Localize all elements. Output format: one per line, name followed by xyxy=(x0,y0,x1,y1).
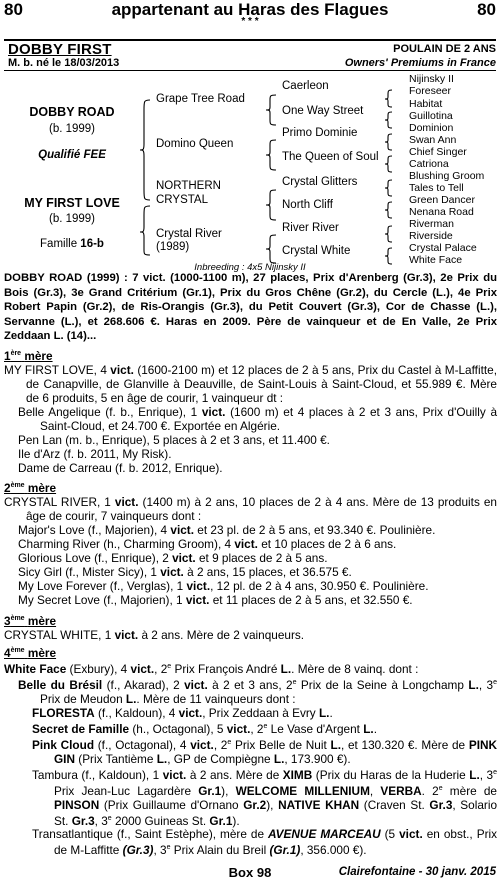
g3-one-way-street: One Way Street xyxy=(282,105,364,117)
family-label: Famille xyxy=(40,238,78,250)
dam-year: (b. 1999) xyxy=(48,213,96,225)
dam-2-produce-6: My Secret Love (f., Majorien), 1 vict. et 11 places de 2 à 5 ans, et 32.550 €. xyxy=(18,593,413,607)
dam-name: MY FIRST LOVE xyxy=(24,196,120,210)
dam-2-produce-3: Glorious Love (f., Enrique), 2 vict. et 9 places de 2 à 5 ans. xyxy=(18,551,328,565)
g4-blushing-groom: Blushing Groom xyxy=(409,170,485,182)
pink-cloud-entry: Pink Cloud (f., Octagonal), 4 vict., 2e Prix Belle de Nuit L., et 130.320 €. Mère de PINK GIN (Prix Tantième L., GP de Compiègne L., 173.900 €). xyxy=(32,737,498,766)
dam-1-block xyxy=(4,363,497,475)
g3-queen-of-soul: The Queen of Soul xyxy=(282,151,379,163)
dam-4-main: White Face (Exbury), 4 vict., 2e Prix François André L.. Mère de 8 vainq. dont : xyxy=(4,661,419,676)
dam-family xyxy=(4,238,140,250)
sale-info: Clairefontaine - 30 janv. 2015 xyxy=(338,866,496,878)
g4-nijinsky: Nijinsky II xyxy=(409,73,454,85)
header-title: appartenant au Haras des Flagues xyxy=(111,0,389,19)
dam-2-produce-4: Sicy Girl (f., Mister Sicy), 1 vict. à 2 ans, 15 places, et 36.575 €. xyxy=(18,565,352,579)
sire-paragraph: DOBBY ROAD (1999) : 7 vict. (1000-1100 m), 27 places, Prix d'Arenberg (Gr.3), 2e Prix du Bois (Gr.3), 3e Grand Critérium (Gr.1), Prix du Gros Chêne (Gr.2), du Cercle (L.), 4e Prix Robert Papin (Gr.2), de Ris-Orangis (Gr.3), du Petit Couvert (Gr.3), Cor de Chasse (L.), Servanne (L.), et 268.606 €. Haras en 2009. Père de vainqueur et de En Valle, 2e Prix Zeddaan L. (14)... xyxy=(4,272,497,342)
g4-tales-to-tell: Tales to Tell xyxy=(409,182,464,194)
dam-2-produce-1: Major's Love (f., Majorien), 4 vict. et 23 pl. de 2 à 5 ans, et 93.340 €. Poulinière. xyxy=(18,523,436,537)
g3-caerleon: Caerleon xyxy=(282,80,329,92)
sire-year: (b. 1999) xyxy=(48,123,96,135)
g2-domino-queen: Domino Queen xyxy=(156,138,234,150)
g4-swan-ann: Swan Ann xyxy=(409,134,457,146)
section-2eme-mere: 2ème mère xyxy=(4,481,57,495)
g2-crystal: CRYSTAL xyxy=(156,194,208,206)
section-3eme-mere: 3ème mère xyxy=(4,614,57,628)
g4-riverside: Riverside xyxy=(409,230,453,242)
g3-crystal-glitters: Crystal Glitters xyxy=(282,176,358,188)
dam-1-main: MY FIRST LOVE, 4 vict. (1600-2100 m) et 12 places de 2 à 5 ans, Prix du Castel à M-Laffitte, de Canapville, de Glanville à Deauville, de Saint-Louis à Saint-Cloud, et 55.989 €. Mère de 6 produits, 5 en âge de courir, 1 vainqueur dt : xyxy=(4,363,497,405)
g4-dominion: Dominion xyxy=(409,122,454,134)
dam-2-produce-2: Charming River (h., Charming Groom), 4 vict. et 10 places de 2 à 6 ans. xyxy=(18,537,397,551)
g2-crystal-river-year: (1989) xyxy=(156,241,190,253)
page-number-right: 80 xyxy=(477,0,496,19)
transatlantique-entry: Transatlantique (f., Saint Estèphe), mère de AVENUE MARCEAU (5 vict. en obst., Prix de M-Laffitte (Gr.3), 3e Prix Alain du Breil (Gr.1), 356.000 €). xyxy=(32,827,498,858)
horse-birth: M. b. né le 18/03/2013 xyxy=(8,57,120,69)
g4-white-face: White Face xyxy=(409,254,463,266)
header-stars: * * * xyxy=(241,16,259,27)
dam-2-block xyxy=(4,495,497,607)
dam-2-produce-5: My Love Forever (f., Verglas), 1 vict., 12 pl. de 2 à 4 ans, 30.950 €. Poulinière. xyxy=(18,579,429,593)
inbreeding-note: Inbreeding : 4x5 Nijinsky II xyxy=(194,262,306,273)
g4-green-dancer: Green Dancer xyxy=(409,194,475,206)
dam-3-main: CRYSTAL WHITE, 1 vict. à 2 ans. Mère de 2 vainqueurs. xyxy=(4,628,305,642)
secret-de-famille-entry: Secret de Famille (h., Octagonal), 5 vict., 2e Le Vase d'Argent L.. xyxy=(32,721,377,736)
dam-1-produce-1: Belle Angelique (f. b., Enrique), 1 vict. (1600 m) et 4 places à 2 et 3 ans, Prix d'Ouilly à Saint-Cloud, et 24.700 €. Exportée en Algérie. xyxy=(18,405,498,433)
owners-premiums: Owners' Premiums in France xyxy=(344,57,496,69)
g3-north-cliff: North Cliff xyxy=(282,199,333,211)
sire-qualification: Qualifié FEE xyxy=(38,149,106,161)
g2-northern: NORTHERN xyxy=(156,180,221,192)
section-1ere-mere: 1ère mère xyxy=(4,349,53,363)
g4-riverman: Riverman xyxy=(409,218,454,230)
g2-crystal-river: Crystal River xyxy=(156,228,222,240)
dam-4-belle-du-bresil: Belle du Brésil (f., Akarad), 2 vict. à 2 et 3 ans, 2e Prix de la Seine à Longchamp L., 3e Prix de Meudon L.. Mère de 11 vainqueurs dont : xyxy=(18,677,497,706)
family-value: 16-b xyxy=(80,238,104,250)
g4-catriona: Catriona xyxy=(409,158,449,170)
g4-crystal-palace: Crystal Palace xyxy=(409,242,477,254)
g4-habitat: Habitat xyxy=(409,98,443,110)
g4-guillotina: Guillotina xyxy=(409,110,453,122)
g3-crystal-white: Crystal White xyxy=(282,245,351,257)
dam-2-main: CRYSTAL RIVER, 1 vict. (1400 m) à 2 ans, 10 places de 2 à 4 ans. Mère de 13 produits en âge de courir, 7 vainqueurs dont : xyxy=(4,495,497,523)
dam-1-produce-3: Ile d'Arz (f. b. 2011, My Risk). xyxy=(18,447,172,461)
g4-foreseer: Foreseer xyxy=(409,85,452,97)
dam-4-block xyxy=(4,660,497,857)
section-4eme-mere: 4ème mère xyxy=(4,646,57,660)
horse-category: POULAIN DE 2 ANS xyxy=(393,43,496,55)
floresta-entry: FLORESTA (f., Kaldoun), 4 vict., Prix Zeddaan à Evry L.. xyxy=(32,705,333,720)
dam-3-block xyxy=(4,628,497,642)
sire-name: DOBBY ROAD xyxy=(29,105,115,119)
box-number: Box 98 xyxy=(228,865,272,880)
page-footer xyxy=(0,865,500,881)
tambura-entry: Tambura (f., Kaldoun), 1 vict. à 2 ans. Mère de XIMB (Prix du Haras de la Huderie L., 3e Prix Jean-Luc Lagardère Gr.1), WELCOME MILLENIUM, VERBA. 2e mère de PINSON (Prix Guillaume d'Ornano Gr.2), NATIVE KHAN (Craven St. Gr.3, Solario St. Gr.3, 3e 2000 Guineas St. Gr.1). xyxy=(32,767,498,828)
page-number-left: 80 xyxy=(4,0,23,19)
g2-grape-tree-road: Grape Tree Road xyxy=(156,93,245,105)
g4-chief-singer: Chief Singer xyxy=(409,146,467,158)
g3-primo-dominie: Primo Dominie xyxy=(282,127,358,139)
horse-name: DOBBY FIRST xyxy=(8,41,112,58)
g3-river-river: River River xyxy=(282,222,339,234)
g4-nenana-road: Nenana Road xyxy=(409,206,474,218)
dam-1-produce-2: Pen Lan (m. b., Enrique), 5 places à 2 et 3 ans, et 11.400 €. xyxy=(18,433,330,447)
dam-1-produce-4: Dame de Carreau (f. b. 2012, Enrique). xyxy=(18,461,223,475)
